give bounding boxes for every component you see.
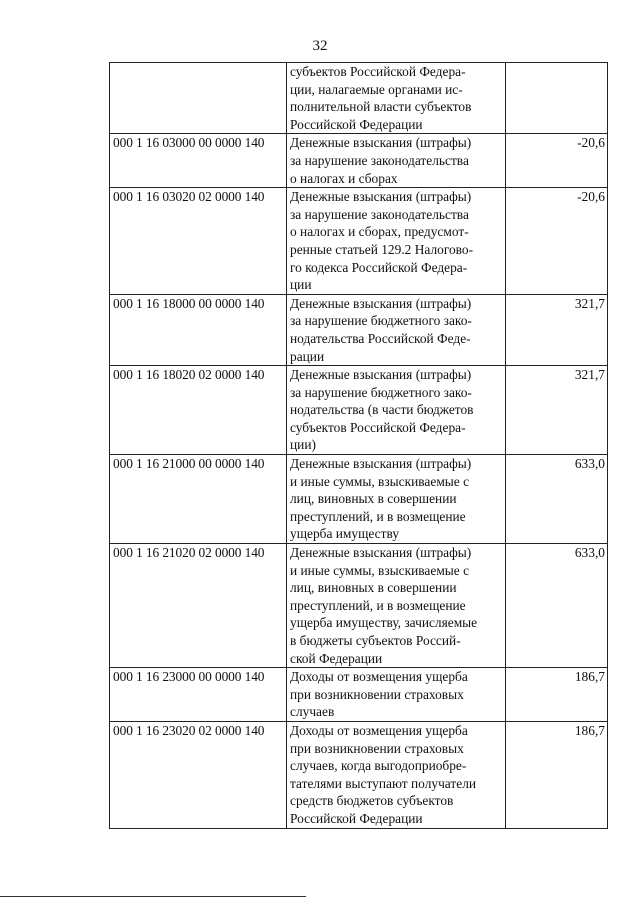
budget-code-cell: 000 1 16 21020 02 0000 140 — [110, 544, 287, 668]
income-name-line: в бюджеты субъектов Россий- — [290, 633, 461, 648]
income-name-line: о налогах и сборах — [290, 170, 398, 186]
budget-code-cell — [110, 63, 287, 134]
income-name-line: ции — [290, 277, 312, 293]
income-name-line: ции) — [290, 437, 316, 453]
amount-cell: 633,0 — [506, 544, 608, 668]
amount-cell: -20,6 — [506, 188, 608, 295]
table-row — [110, 294, 608, 365]
income-name-cell — [287, 366, 506, 455]
income-name-line: за нарушение бюджетного зако- — [290, 313, 472, 329]
income-name-line: субъектов Российской Федера- — [290, 419, 466, 435]
budget-code-cell: 000 1 16 18020 02 0000 140 — [110, 366, 287, 455]
income-name-cell — [287, 455, 506, 544]
income-name-line: случаев, когда выгодоприобре- — [290, 758, 467, 774]
income-name-line: ской Федерации — [290, 650, 383, 666]
income-name-cell — [287, 721, 506, 828]
income-name-cell — [287, 294, 506, 365]
income-name-line: полнительной власти субъектов — [290, 99, 472, 115]
income-name-line: Денежные взыскания (штрафы) — [290, 456, 472, 472]
income-name-line: при возникновении страховых — [290, 740, 464, 756]
table-row — [110, 721, 608, 828]
income-name-line: случаев — [290, 704, 335, 720]
income-name-line: ущерба имуществу — [290, 526, 400, 542]
income-name-line: субъектов Российской Федера- — [290, 64, 466, 79]
income-name-line: при возникновении страховых — [290, 686, 464, 702]
amount-cell: 633,0 — [506, 455, 608, 544]
income-name-cell — [287, 134, 506, 188]
amount-cell: -20,6 — [506, 134, 608, 188]
income-name-line: Денежные взыскания (штрафы) — [290, 367, 472, 383]
revenue-table — [109, 62, 608, 829]
income-name-line: средств бюджетов субъектов — [290, 793, 454, 809]
income-name-cell — [287, 63, 506, 134]
table-row — [110, 544, 608, 668]
income-name-line: ции, налагаемые органами ис- — [290, 81, 463, 97]
budget-code-cell: 000 1 16 23000 00 0000 140 — [110, 668, 287, 722]
amount-cell — [506, 63, 608, 134]
table-row — [110, 188, 608, 295]
income-name-line: ущерба имуществу, зачисляемые — [290, 615, 478, 631]
income-name-line: преступлений, и в возмещение — [290, 597, 466, 613]
income-name-line: и иные суммы, взыскиваемые с — [290, 473, 470, 489]
budget-code-cell: 000 1 16 23020 02 0000 140 — [110, 721, 287, 828]
income-name-line: го кодекса Российской Федера- — [290, 259, 468, 275]
income-name-line: и иные суммы, взыскиваемые с — [290, 562, 470, 578]
amount-cell: 321,7 — [506, 366, 608, 455]
amount-cell: 186,7 — [506, 668, 608, 722]
income-name-line: Денежные взыскания (штрафы) — [290, 295, 472, 311]
income-name-line: нодательства Российской Феде- — [290, 330, 471, 346]
income-name-line: Доходы от возмещения ущерба — [290, 722, 468, 738]
income-name-line: нодательства (в части бюджетов — [290, 402, 474, 418]
footer-rule — [0, 896, 306, 897]
income-name-line: преступлений, и в возмещение — [290, 508, 466, 524]
income-name-line: Российской Федерации — [290, 810, 423, 826]
table-row — [110, 134, 608, 188]
income-name-line: Денежные взыскания (штрафы) — [290, 545, 472, 561]
budget-code-cell: 000 1 16 21000 00 0000 140 — [110, 455, 287, 544]
budget-code-cell: 000 1 16 03000 00 0000 140 — [110, 134, 287, 188]
income-name-cell — [287, 544, 506, 668]
table-row — [110, 366, 608, 455]
table-body — [110, 63, 608, 829]
income-name-line: Денежные взыскания (штрафы) — [290, 135, 472, 151]
table-row — [110, 63, 608, 134]
page-number: 32 — [312, 38, 328, 54]
table-row — [110, 455, 608, 544]
income-name-cell — [287, 668, 506, 722]
income-name-line: Денежные взыскания (штрафы) — [290, 189, 472, 205]
income-name-line: о налогах и сборах, предусмот- — [290, 224, 469, 240]
income-name-line: за нарушение бюджетного зако- — [290, 384, 472, 400]
income-name-line: лиц, виновных в совершении — [290, 491, 457, 507]
income-name-line: за нарушение законодательства — [290, 206, 469, 222]
income-name-line: за нарушение законодательства — [290, 152, 469, 168]
amount-cell: 186,7 — [506, 721, 608, 828]
income-name-cell — [287, 188, 506, 295]
budget-code-cell: 000 1 16 03020 02 0000 140 — [110, 188, 287, 295]
income-name-line: лиц, виновных в совершении — [290, 580, 457, 596]
income-name-line: рации — [290, 348, 325, 364]
income-name-line: ренные статьей 129.2 Налогово- — [290, 241, 474, 257]
income-name-line: тателями выступают получатели — [290, 775, 477, 791]
income-name-line: Российской Федерации — [290, 116, 423, 132]
amount-cell: 321,7 — [506, 294, 608, 365]
budget-code-cell: 000 1 16 18000 00 0000 140 — [110, 294, 287, 365]
table-row — [110, 668, 608, 722]
income-name-line: Доходы от возмещения ущерба — [290, 669, 468, 685]
